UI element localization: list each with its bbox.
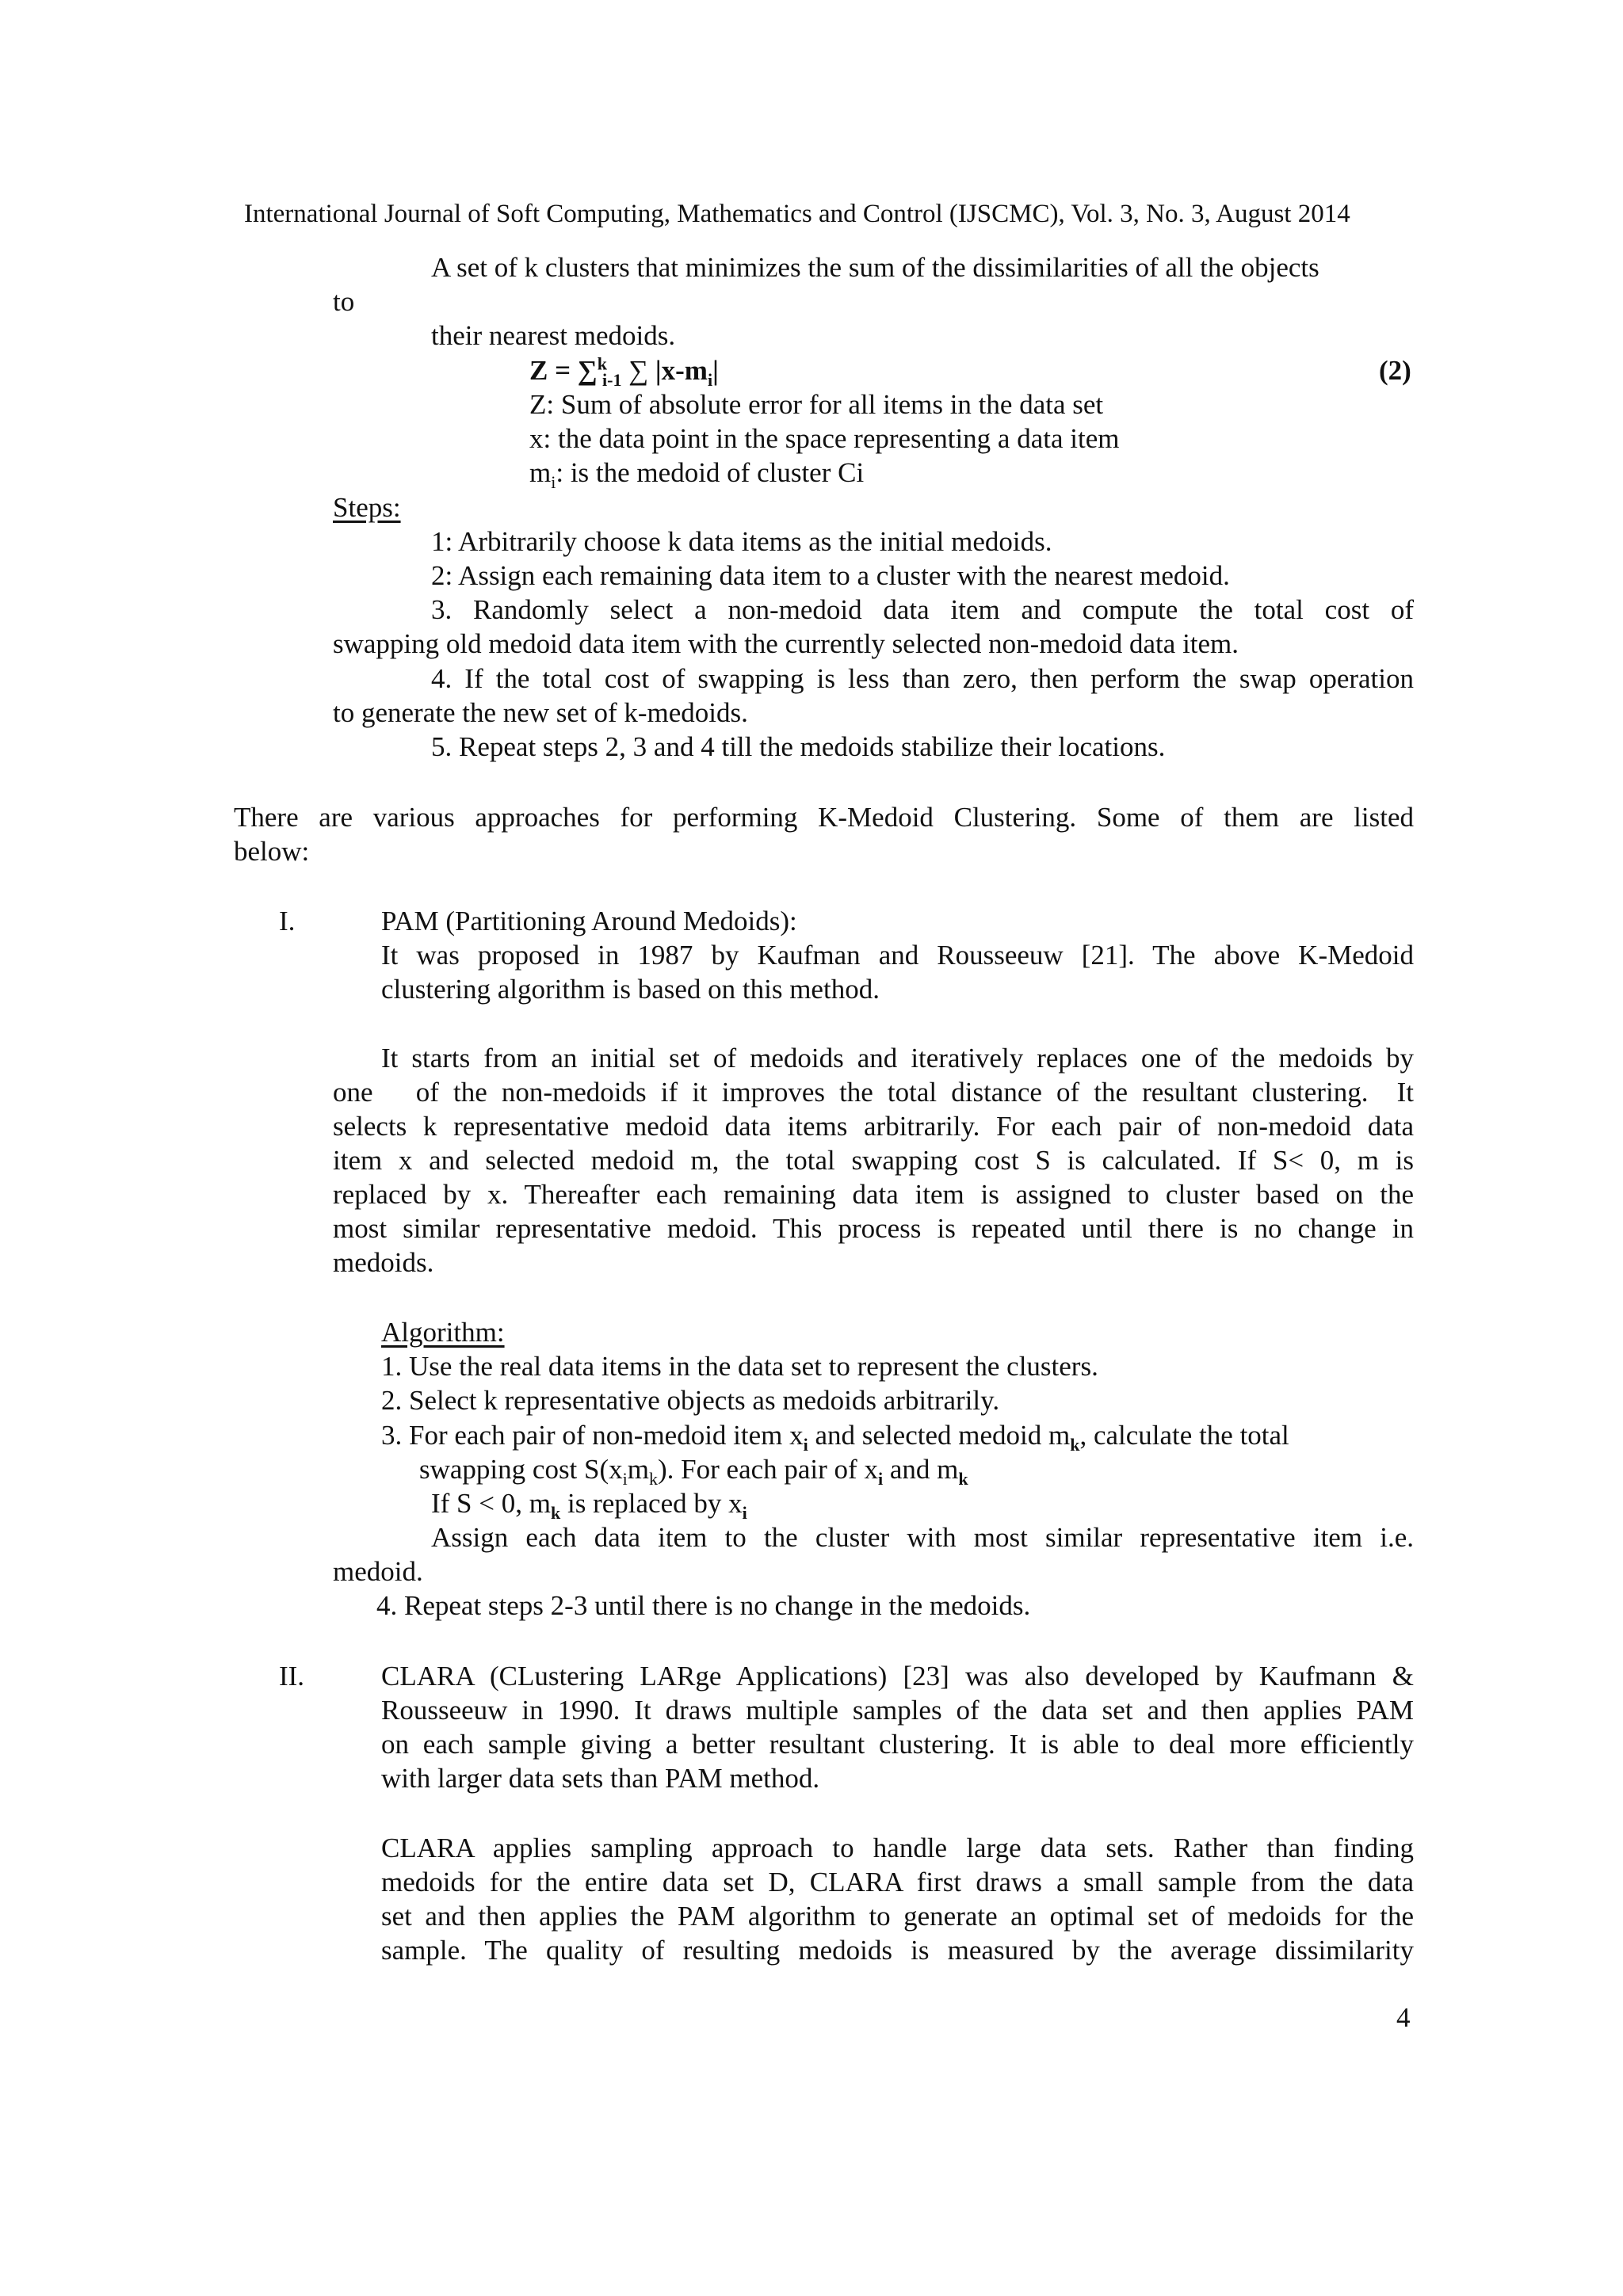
algorithm-step-3b (419, 1452, 968, 1487)
pam-title: PAM (Partitioning Around Medoids): (381, 906, 797, 936)
eq-abs-close: | (712, 355, 719, 386)
pam-p2f: most similar representative medoid. This process is repeated until there is no change in (333, 1213, 1414, 1244)
step-3a: 3. Randomly select a non-medoid data item and compute the total cost of (431, 594, 1414, 625)
a3-pre: 3. For each pair of non-medoid item x (381, 1420, 804, 1451)
a3-sub-i: i (803, 1435, 808, 1455)
algorithm-step-3c (431, 1486, 747, 1521)
step-5: 5. Repeat steps 2, 3 and 4 till the medoids stabilize their locations. (431, 731, 1166, 762)
a3c-sub-i: i (742, 1503, 747, 1523)
def-m-prefix: m (529, 457, 552, 488)
pam-p2g: medoids. (333, 1247, 434, 1278)
pam-numeral: I. (279, 906, 296, 936)
eq-sum-1: ∑ (577, 355, 598, 386)
algorithm-step-3a (381, 1418, 1289, 1453)
step-3b: swapping old medoid data item with the currently selected non-medoid data item. (333, 628, 1239, 659)
clara-p2a: CLARA applies sampling approach to handle large data sets. Rather than finding (381, 1833, 1414, 1863)
a3b-sub-k2: k (958, 1469, 968, 1489)
pam-p1a: It was proposed in 1987 by Kaufman and Rousseeuw [21]. The above K-Medoid (381, 940, 1414, 971)
clara-numeral: II. (279, 1661, 305, 1691)
algorithm-heading: Algorithm: (381, 1317, 505, 1348)
a3-sub-k: k (1070, 1435, 1080, 1455)
algorithm-step-1: 1. Use the real data items in the data set to represent the clusters. (381, 1351, 1098, 1382)
clara-p1c: on each sample giving a better resultant clustering. It is able to deal more efficiently (381, 1729, 1414, 1760)
a3b-sub-i: i (622, 1469, 628, 1489)
def-m (529, 456, 864, 490)
a3c-sub-k: k (551, 1503, 561, 1523)
step-1: 1: Arbitrarily choose k data items as the initial medoids. (431, 526, 1052, 557)
pam-p2a: It starts from an initial set of medoids and iteratively replaces one of the medoids by (381, 1043, 1414, 1074)
pam-p2e: replaced by x. Thereafter each remaining data item is assigned to cluster based on the (333, 1179, 1414, 1210)
running-header: International Journal of Soft Computing, Mathematics and Control (IJSCMC), Vol. 3, No. 3, August 2014 (244, 200, 1350, 228)
a3b-sub-i2: i (877, 1469, 884, 1489)
def-z: Z: Sum of absolute error for all items in the data set (529, 389, 1104, 420)
a3-post: , calculate the total (1079, 1420, 1289, 1451)
def-x: x: the data point in the space representing a data item (529, 423, 1120, 454)
approaches-line-2: below: (234, 836, 310, 867)
pam-p1b: clustering algorithm is based on this method. (381, 974, 880, 1005)
algorithm-step-3d: Assign each data item to the cluster with most similar representative item i.e. (431, 1522, 1414, 1553)
a3c-pre: If S < 0, m (431, 1488, 551, 1519)
step-2: 2: Assign each remaining data item to a cluster with the nearest medoid. (431, 560, 1230, 591)
intro-line-2: to (333, 286, 355, 317)
eq-z: Z = (529, 355, 578, 386)
page-number: 4 (1396, 2002, 1411, 2033)
intro-line-3: their nearest medoids. (431, 320, 676, 351)
pam-p2c: selects k representative medoid data items arbitrarily. For each pair of non-medoid data (333, 1111, 1414, 1142)
def-m-sub: i (551, 472, 556, 492)
a3c-mid: is replaced by x (560, 1488, 743, 1519)
step-4b: to generate the new set of k-medoids. (333, 697, 748, 728)
a3b-mid: ). For each pair of x (658, 1454, 878, 1485)
intro-line-1: A set of k clusters that minimizes the sum of the dissimilarities of all the objects (431, 252, 1319, 283)
steps-heading: Steps: (333, 492, 401, 523)
eq-sum-2: ∑ (621, 355, 655, 386)
eq-abs-open: |x-m (655, 355, 708, 386)
clara-p1d: with larger data sets than PAM method. (381, 1763, 820, 1794)
a3b-sub-k: k (649, 1469, 659, 1489)
pam-p2b: one of the non-medoids if it improves the total distance of the resultant clustering. It (333, 1077, 1414, 1108)
algorithm-step-3e: medoid. (333, 1556, 423, 1587)
def-m-rest: : is the medoid of cluster Ci (556, 457, 865, 488)
a3b-m: m (627, 1454, 650, 1485)
eq-k-sup: k (597, 353, 607, 374)
approaches-line-1: There are various approaches for performing K-Medoid Clustering. Some of them are listed (234, 802, 1414, 833)
eq-i1-sub: i-1 (602, 370, 622, 390)
clara-p1b: Rousseeuw in 1990. It draws multiple samples of the data set and then applies PAM (381, 1695, 1414, 1726)
a3b-pre: swapping cost S(x (419, 1454, 623, 1485)
algorithm-step-2: 2. Select k representative objects as medoids arbitrarily. (381, 1385, 1000, 1416)
pam-p2d: item x and selected medoid m, the total swapping cost S is calculated. If S< 0, m is (333, 1145, 1414, 1176)
clara-p2d: sample. The quality of resulting medoids is measured by the average dissimilarity (381, 1935, 1414, 1966)
clara-p2c: set and then applies the PAM algorithm to generate an optimal set of medoids for the (381, 1901, 1414, 1932)
clara-p1a: CLARA (CLustering LARge Applications) [23] was also developed by Kaufmann & (381, 1661, 1414, 1691)
a3b-and: and m (883, 1454, 959, 1485)
clara-p2b: medoids for the entire data set D, CLARA first draws a small sample from the data (381, 1867, 1414, 1897)
step-4a: 4. If the total cost of swapping is less than zero, then perform the swap operation (431, 663, 1414, 694)
a3-mid: and selected medoid m (808, 1420, 1071, 1451)
equation-2 (529, 353, 719, 388)
algorithm-step-4: 4. Repeat steps 2-3 until there is no change in the medoids. (376, 1590, 1031, 1621)
eq-i-sub: i (707, 370, 713, 390)
equation-number: (2) (1379, 355, 1411, 386)
